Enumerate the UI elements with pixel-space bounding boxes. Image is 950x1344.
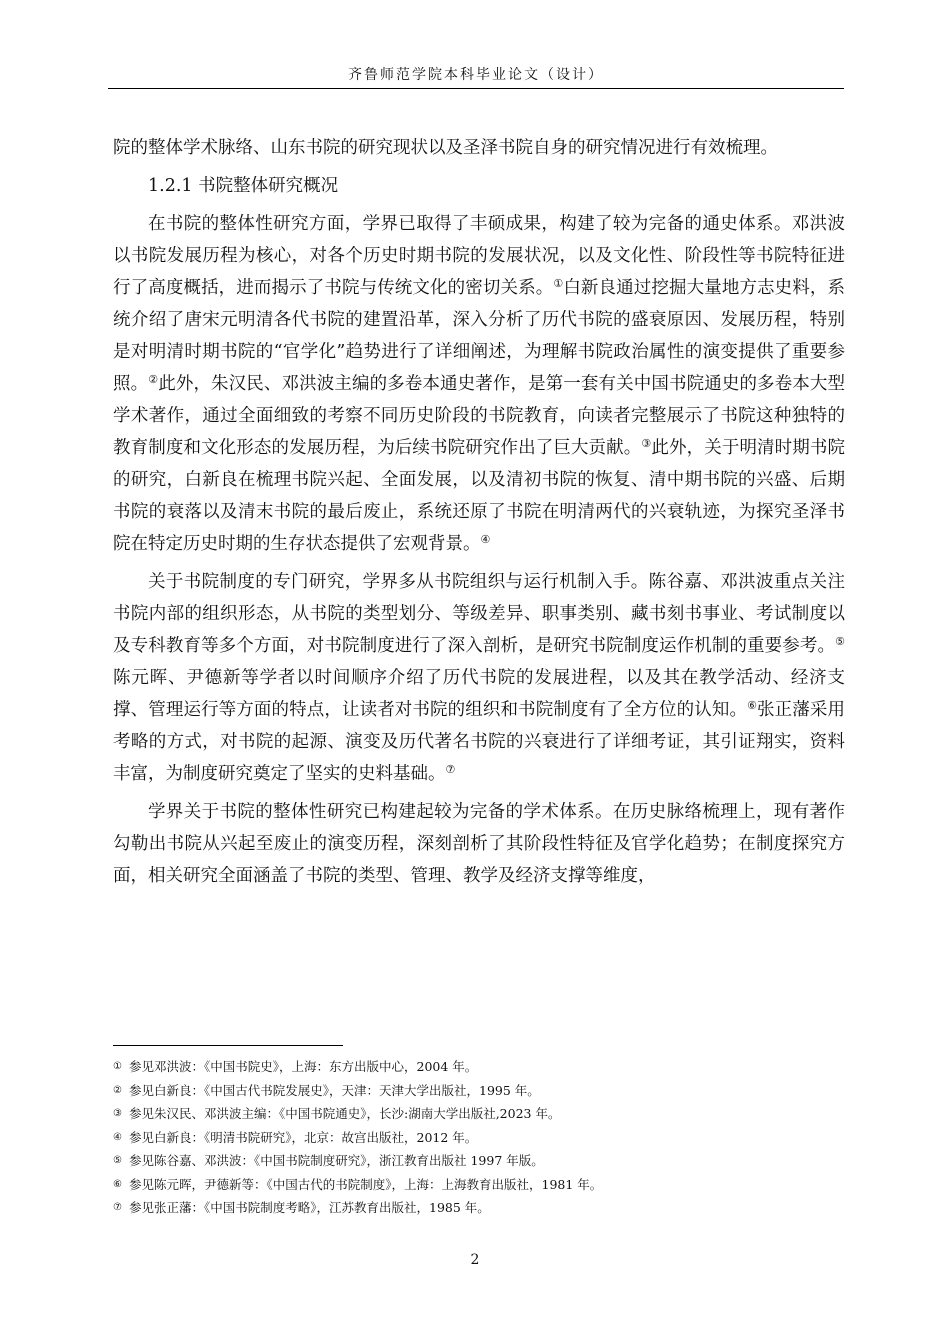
paragraph-summary: 学界关于书院的整体性研究已构建起较为完备的学术体系。在历史脉络梳理上，现有著作勾勒出书院从兴起至废止的演变历程，深刻剖析了其阶段性特征及官学化趋势；在制度探究方面，相关研究全面涵盖了书院的类型、管理、教学及经济支撑等维度，: [113, 802, 845, 886]
footnote-text: 参见陈元晖，尹德新等：《中国古代的书院制度》，上海：上海教育出版社，1981 年。: [129, 1176, 603, 1192]
footnote-ref-2[interactable]: ②: [148, 373, 159, 386]
footnote-text: 参见白新良：《中国古代书院发展史》，天津：天津大学出版社，1995 年。: [129, 1082, 540, 1098]
footnote-ref-4[interactable]: ④: [480, 533, 491, 546]
footnote: [113, 1126, 845, 1150]
footnote-mark: ③: [113, 1108, 122, 1119]
footnote-mark: ⑥: [113, 1178, 122, 1190]
footnote-mark: ⑦: [113, 1202, 122, 1213]
footnote: [113, 1196, 845, 1220]
paragraph-text: 在书院的整体性研究方面，学界已取得了丰硕成果，构建了较为完备的通史体系。邓洪波以书院发展历程为核心，对各个历史时期书院的发展状况，以及文化性、阶段性等书院特征进行了高度概括，进而揭示了书院与传统文化的密切关系。: [113, 214, 845, 298]
paragraph-text: 此外，关于明清时期书院的研究，白新良在梳理书院兴起、全面发展，以及清初书院的恢复、清中期书院的兴盛、后期书院的衰落以及清末书院的最后废止，系统还原了书院在明清两代的兴衰轨迹，为探究圣泽书院在特定历史时期的生存状态提供了宏观背景。: [113, 438, 846, 554]
footnote-ref-7[interactable]: ⑦: [445, 763, 456, 776]
paragraph-text: 张正藩采用考略的方式，对书院的起源、演变及历代著名书院的兴衰进行了详细考证，其引证翔实，资料丰富，为制度研究奠定了坚实的史料基础。: [113, 700, 845, 784]
paragraph-text: 此外，朱汉民、邓洪波主编的多卷本通史著作，是第一套有关中国书院通史的多卷本大型学术著作，通过全面细致的考察不同历史阶段的书院教育，向读者完整展示了书院这种独特的教育制度和文化形态的发展历程，为后续书院研究作出了巨大贡献。: [113, 374, 846, 458]
footnote-text: 参见白新良：《明清书院研究》，北京：故宫出版社，2012 年。: [129, 1129, 478, 1145]
paragraph-text: 白新良通过挖掘大量地方志史料，系统介绍了唐宋元明清各代书院的建置沿革，深入分析了历代书院的盛衰原因、发展历程，特别是对明清时期书院的“官学化”趋势进行了详细阐述，为理解书院政治属性的演变提供了重要参照。: [113, 278, 846, 394]
paragraph-continued: 院的整体学术脉络、山东书院的研究现状以及圣泽书院自身的研究情况进行有效梳理。: [113, 138, 778, 158]
footnote: [113, 1079, 845, 1103]
footnotes: [113, 1055, 845, 1220]
page-header: 齐鲁师范学院本科毕业论文（设计）: [348, 67, 604, 83]
paragraph-text: 关于书院制度的专门研究，学界多从书院组织与运行机制入手。陈谷嘉、邓洪波重点关注书院内部的组织形态，从书院的类型划分、等级差异、职事类别、藏书刻书事业、考试制度以及专科教育等多个方面，对书院制度进行了深入剖析，是研究书院制度运作机制的重要参考。: [113, 572, 845, 656]
footnote-ref-1[interactable]: ①: [553, 277, 564, 290]
footnote-ref-3[interactable]: ③: [641, 437, 652, 450]
paragraph-overview: [113, 208, 845, 560]
footnote-ref-5[interactable]: ⑤: [835, 635, 845, 648]
footnote-text: 参见张正藩：《中国书院制度考略》，江苏教育出版社，1985 年。: [129, 1200, 490, 1215]
footnote-mark: ④: [113, 1131, 122, 1143]
footnote-text: 参见邓洪波：《中国书院史》，上海：东方出版中心，2004 年。: [129, 1059, 478, 1074]
body-text: [113, 132, 845, 892]
paragraph-institution: [113, 566, 845, 790]
page-number: 2: [470, 1252, 480, 1268]
paragraph-text: 陈元晖、尹德新等学者以时间顺序介绍了历代书院的发展进程，以及其在教学活动、经济支撑、管理运行等方面的特点，让读者对书院的组织和书院制度有了全方位的认知。: [113, 668, 845, 720]
footnote: [113, 1173, 845, 1197]
footnote-ref-6[interactable]: ⑥: [747, 699, 758, 712]
footnote-text: 参见朱汉民、邓洪波主编：《中国书院通史》，长沙:湖南大学出版社,2023 年。: [129, 1106, 561, 1121]
header-rule: [108, 88, 844, 89]
section-title: 1.2.1 书院整体研究概况: [148, 176, 339, 196]
footnote-rule: [113, 1045, 343, 1046]
footnote-mark: ⑤: [113, 1155, 122, 1166]
footnote-text: 参见陈谷嘉、邓洪波：《中国书院制度研究》，浙江教育出版社 1997 年版。: [129, 1153, 544, 1168]
footnote-mark: ②: [113, 1084, 122, 1096]
footnote-mark: ①: [113, 1061, 122, 1072]
footnote: [113, 1102, 845, 1126]
footnote: [113, 1055, 845, 1079]
footnote: [113, 1149, 845, 1173]
